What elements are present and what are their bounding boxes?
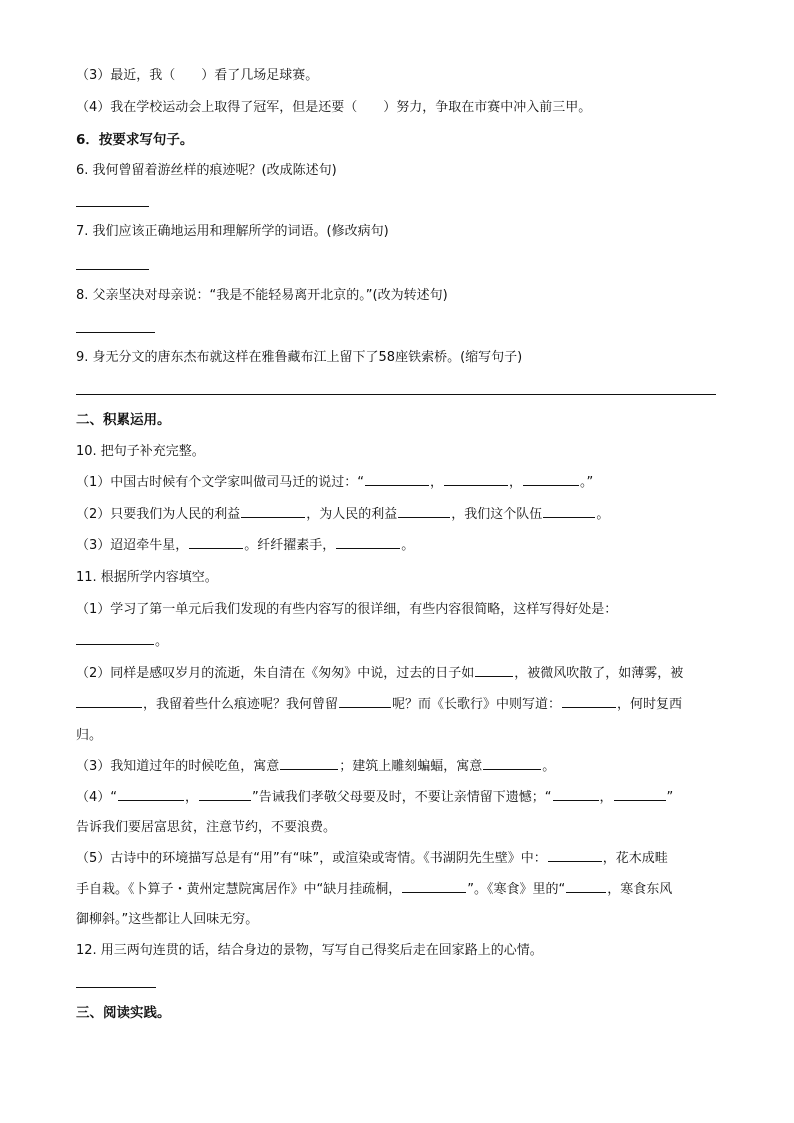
answer-line-8[interactable] xyxy=(76,332,155,333)
q11-item2-line2: ，我留着些什么痕迹呢？我何曾留 呢？而《长歌行》中则写道： ，何时复西 xyxy=(76,695,682,715)
q5-item4: （4）我在学校运动会上取得了冠军，但是还要（ ）努力，争取在市赛中冲入前三甲。 xyxy=(76,100,592,115)
blank[interactable] xyxy=(475,664,513,677)
blank[interactable] xyxy=(614,788,666,801)
blank[interactable] xyxy=(76,695,142,708)
section3-heading: 三、阅读实践。 xyxy=(76,1005,171,1021)
q6-heading: 6．按要求写句子。 xyxy=(76,132,194,148)
q11-item5-line1: （5）古诗中的环境描写总是有“用”有“味”，或渲染或寄情。《书湖阴先生壁》中： ，花木成畦 xyxy=(76,851,668,866)
q6-sentence-9: 9. 身无分文的唐东杰布就这样在雅鲁藏布江上留下了58座铁索桥。(缩写句子) xyxy=(76,350,523,365)
q10-item1: （1）中国古时候有个文学家叫做司马迁的说过：“ ， ， 。” xyxy=(76,475,594,490)
q10-item3: （3）迢迢牵牛星， 。纤纤擢素手， 。 xyxy=(76,538,415,553)
blank[interactable] xyxy=(543,505,595,518)
blank[interactable] xyxy=(548,849,602,862)
blank[interactable] xyxy=(523,473,579,486)
q6-sentence-7: 7. 我们应该正确地运用和理解所学的词语。(修改病句) xyxy=(76,224,389,239)
answer-line-6[interactable] xyxy=(76,206,149,207)
blank[interactable] xyxy=(199,788,251,801)
blank[interactable] xyxy=(562,695,616,708)
blank[interactable] xyxy=(280,757,338,770)
q11-item2-line1: （2）同样是感叹岁月的流逝，朱自清在《匆匆》中说，过去的日子如 ，被微风吹散了，如薄雾，被 xyxy=(76,666,684,681)
q11-item3: （3）我知道过年的时候吃鱼，寓意 ；建筑上雕刻蝙蝠，寓意 。 xyxy=(76,759,556,774)
answer-line-9[interactable] xyxy=(76,394,716,395)
blank[interactable] xyxy=(402,880,466,893)
blank[interactable] xyxy=(483,757,541,770)
q10-item2: （2）只要我们为人民的利益 ，为人民的利益 ，我们这个队伍 。 xyxy=(76,507,610,522)
q10-title: 10. 把句子补充完整。 xyxy=(76,444,205,459)
q11-item5-line2: 手自栽。《卜算子・黄州定慧院寓居作》中“缺月挂疏桐， ”。《寒食》里的“ ，寒食东风 xyxy=(76,882,673,897)
section2-heading: 二、积累运用。 xyxy=(76,412,171,428)
blank[interactable] xyxy=(553,788,599,801)
blank[interactable] xyxy=(566,880,606,893)
blank[interactable] xyxy=(118,788,184,801)
q11-item4-line1: （4）“ ， ”告诫我们孝敬父母要及时，不要让亲情留下遗憾；“ ， ” xyxy=(76,790,674,805)
blank[interactable] xyxy=(241,505,305,518)
blank[interactable] xyxy=(339,695,391,708)
blank[interactable] xyxy=(336,536,400,549)
blank[interactable] xyxy=(444,473,508,486)
q6-sentence-8: 8. 父亲坚决对母亲说：“我是不能轻易离开北京的。”(改为转述句) xyxy=(76,288,448,303)
answer-line-12[interactable] xyxy=(76,987,156,988)
answer-line-7[interactable] xyxy=(76,269,149,270)
q11-item1-line1: （1）学习了第一单元后我们发现的有些内容写的很详细，有些内容很简略，这样写得好处是： xyxy=(76,602,618,617)
blank[interactable] xyxy=(365,473,429,486)
q11-item2-line3: 归。 xyxy=(76,728,103,743)
blank[interactable] xyxy=(189,536,243,549)
q11-title: 11. 根据所学内容填空。 xyxy=(76,570,218,585)
q11-item1-line2: 。 xyxy=(76,632,168,652)
q6-sentence-6: 6. 我何曾留着游丝样的痕迹呢？(改成陈述句) xyxy=(76,163,337,178)
q11-item4-line2: 告诉我们要居富思贫，注意节约，不要浪费。 xyxy=(76,820,337,835)
q12-text: 12. 用三两句连贯的话，结合身边的景物，写写自己得奖后走在回家路上的心情。 xyxy=(76,943,543,958)
q11-item5-line3: 御柳斜。”这些都让人回味无穷。 xyxy=(76,912,259,927)
blank[interactable] xyxy=(76,632,154,645)
blank[interactable] xyxy=(398,505,450,518)
q5-item3: （3）最近，我（ ）看了几场足球赛。 xyxy=(76,68,319,83)
